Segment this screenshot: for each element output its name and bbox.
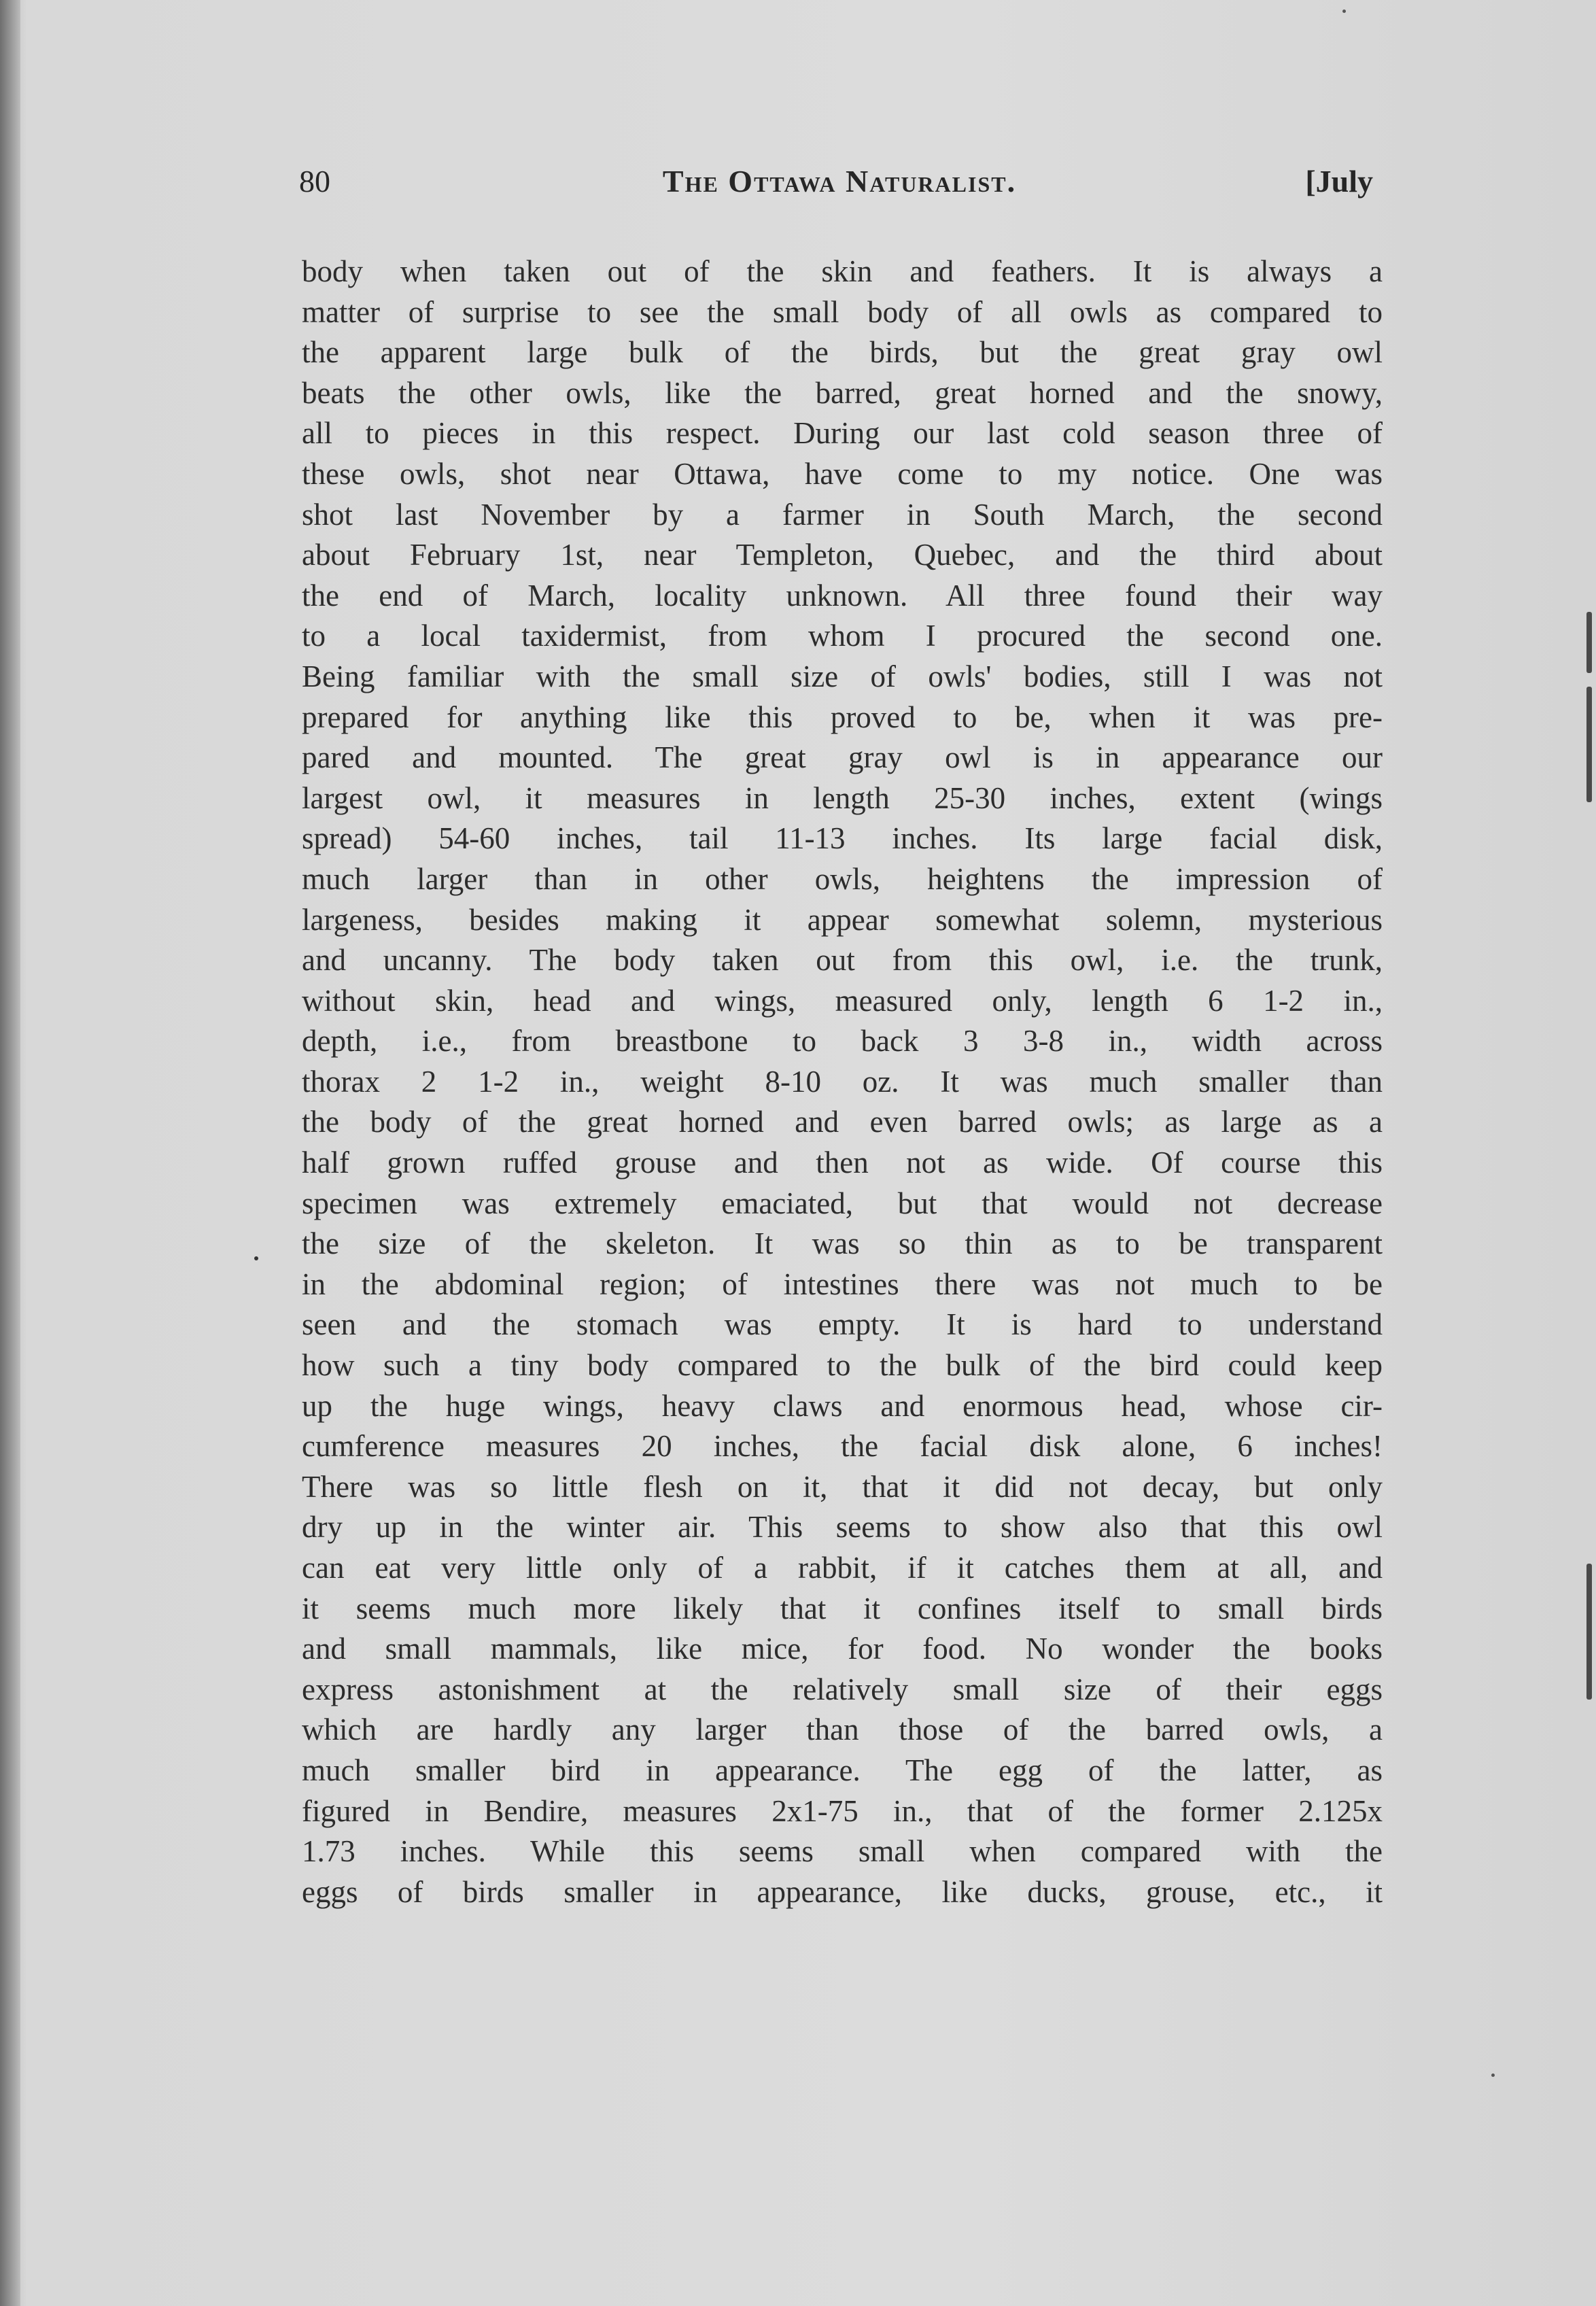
text-line: in the abdominal region; of intestines there was not much to be	[302, 1267, 1383, 1301]
text-line: largeness, besides making it appear somewhat solemn, mysterious	[302, 902, 1383, 937]
page-number: 80	[299, 164, 330, 199]
binding-shadow	[0, 0, 20, 2306]
text-line: specimen was extremely emaciated, but that would not decrease	[302, 1186, 1383, 1220]
text-line: beats the other owls, like the barred, great horned and the snowy,	[302, 375, 1383, 410]
text-line: much larger than in other owls, heightens the impression of	[302, 861, 1383, 896]
text-line: all to pieces in this respect. During our last cold season three of	[302, 416, 1383, 451]
text-line: prepared for anything like this proved to be, when it was pre-	[302, 700, 1383, 734]
text-line: eggs of birds smaller in appearance, like ducks, grouse, etc., it	[302, 1874, 1383, 1909]
text-line: depth, i.e., from breastbone to back 3 3-8 in., width across	[302, 1024, 1383, 1059]
text-line: thorax 2 1-2 in., weight 8-10 oz. It was much smaller than	[302, 1064, 1383, 1099]
text-line: Being familiar with the small size of owls' bodies, still I was not	[302, 659, 1383, 693]
stray-mark	[254, 1256, 258, 1260]
text-line: which are hardly any larger than those of the barred owls, a	[302, 1713, 1383, 1747]
text-line: body when taken out of the skin and feathers. It is always a	[302, 254, 1383, 288]
speck	[1342, 10, 1346, 13]
article-body	[302, 252, 1383, 1912]
text-line: the apparent large bulk of the birds, but the great gray owl	[302, 335, 1383, 370]
text-line: the size of the skeleton. It was so thin as to be transparent	[302, 1226, 1383, 1261]
text-line: about February 1st, near Templeton, Quebec, and the third about	[302, 538, 1383, 572]
edge-mark	[1586, 612, 1592, 673]
text-line: 1.73 inches. While this seems small when compared with the	[302, 1834, 1383, 1869]
text-line: express astonishment at the relatively small size of their eggs	[302, 1672, 1383, 1706]
text-line: the end of March, locality unknown. All three found their way	[302, 578, 1383, 613]
text-line: largest owl, it measures in length 25-30 inches, extent (wings	[302, 780, 1383, 815]
running-title: The Ottawa Naturalist.	[662, 164, 1017, 199]
text-line: without skin, head and wings, measured only, length 6 1-2 in.,	[302, 983, 1383, 1018]
text-line: seen and the stomach was empty. It is hard to understand	[302, 1307, 1383, 1342]
text-line: and uncanny. The body taken out from this owl, i.e. the trunk,	[302, 943, 1383, 978]
text-line: There was so little flesh on it, that it did not decay, but only	[302, 1469, 1383, 1504]
text-line: figured in Bendire, measures 2x1-75 in., that of the former 2.125x	[302, 1793, 1383, 1828]
text-line: the body of the great horned and even barred owls; as large as a	[302, 1105, 1383, 1139]
edge-mark	[1586, 1564, 1592, 1700]
running-header	[299, 163, 1380, 218]
text-line: and small mammals, like mice, for food. No wonder the books	[302, 1632, 1383, 1666]
edge-mark	[1586, 687, 1592, 802]
issue-month: [July	[1305, 164, 1373, 199]
text-line: it seems much more likely that it confines itself to small birds	[302, 1591, 1383, 1625]
text-line: matter of surprise to see the small body of all owls as compared to	[302, 294, 1383, 329]
speck	[1491, 2073, 1495, 2077]
text-line: pared and mounted. The great gray owl is in appearance our	[302, 740, 1383, 775]
text-line: these owls, shot near Ottawa, have come to my notice. One was	[302, 456, 1383, 491]
text-line: up the huge wings, heavy claws and enormous head, whose cir-	[302, 1388, 1383, 1423]
text-line: how such a tiny body compared to the bulk of the bird could keep	[302, 1348, 1383, 1383]
text-line: to a local taxidermist, from whom I procured the second one.	[302, 619, 1383, 653]
text-line: cumference measures 20 inches, the facial disk alone, 6 inches!	[302, 1429, 1383, 1464]
text-line: shot last November by a farmer in South March, the second	[302, 497, 1383, 532]
text-line: spread) 54-60 inches, tail 11-13 inches. Its large facial disk,	[302, 821, 1383, 856]
text-line: much smaller bird in appearance. The egg of the latter, as	[302, 1753, 1383, 1787]
text-line: dry up in the winter air. This seems to show also that this owl	[302, 1510, 1383, 1545]
text-line: can eat very little only of a rabbit, if it catches them at all, and	[302, 1551, 1383, 1585]
text-line: half grown ruffed grouse and then not as wide. Of course this	[302, 1146, 1383, 1180]
